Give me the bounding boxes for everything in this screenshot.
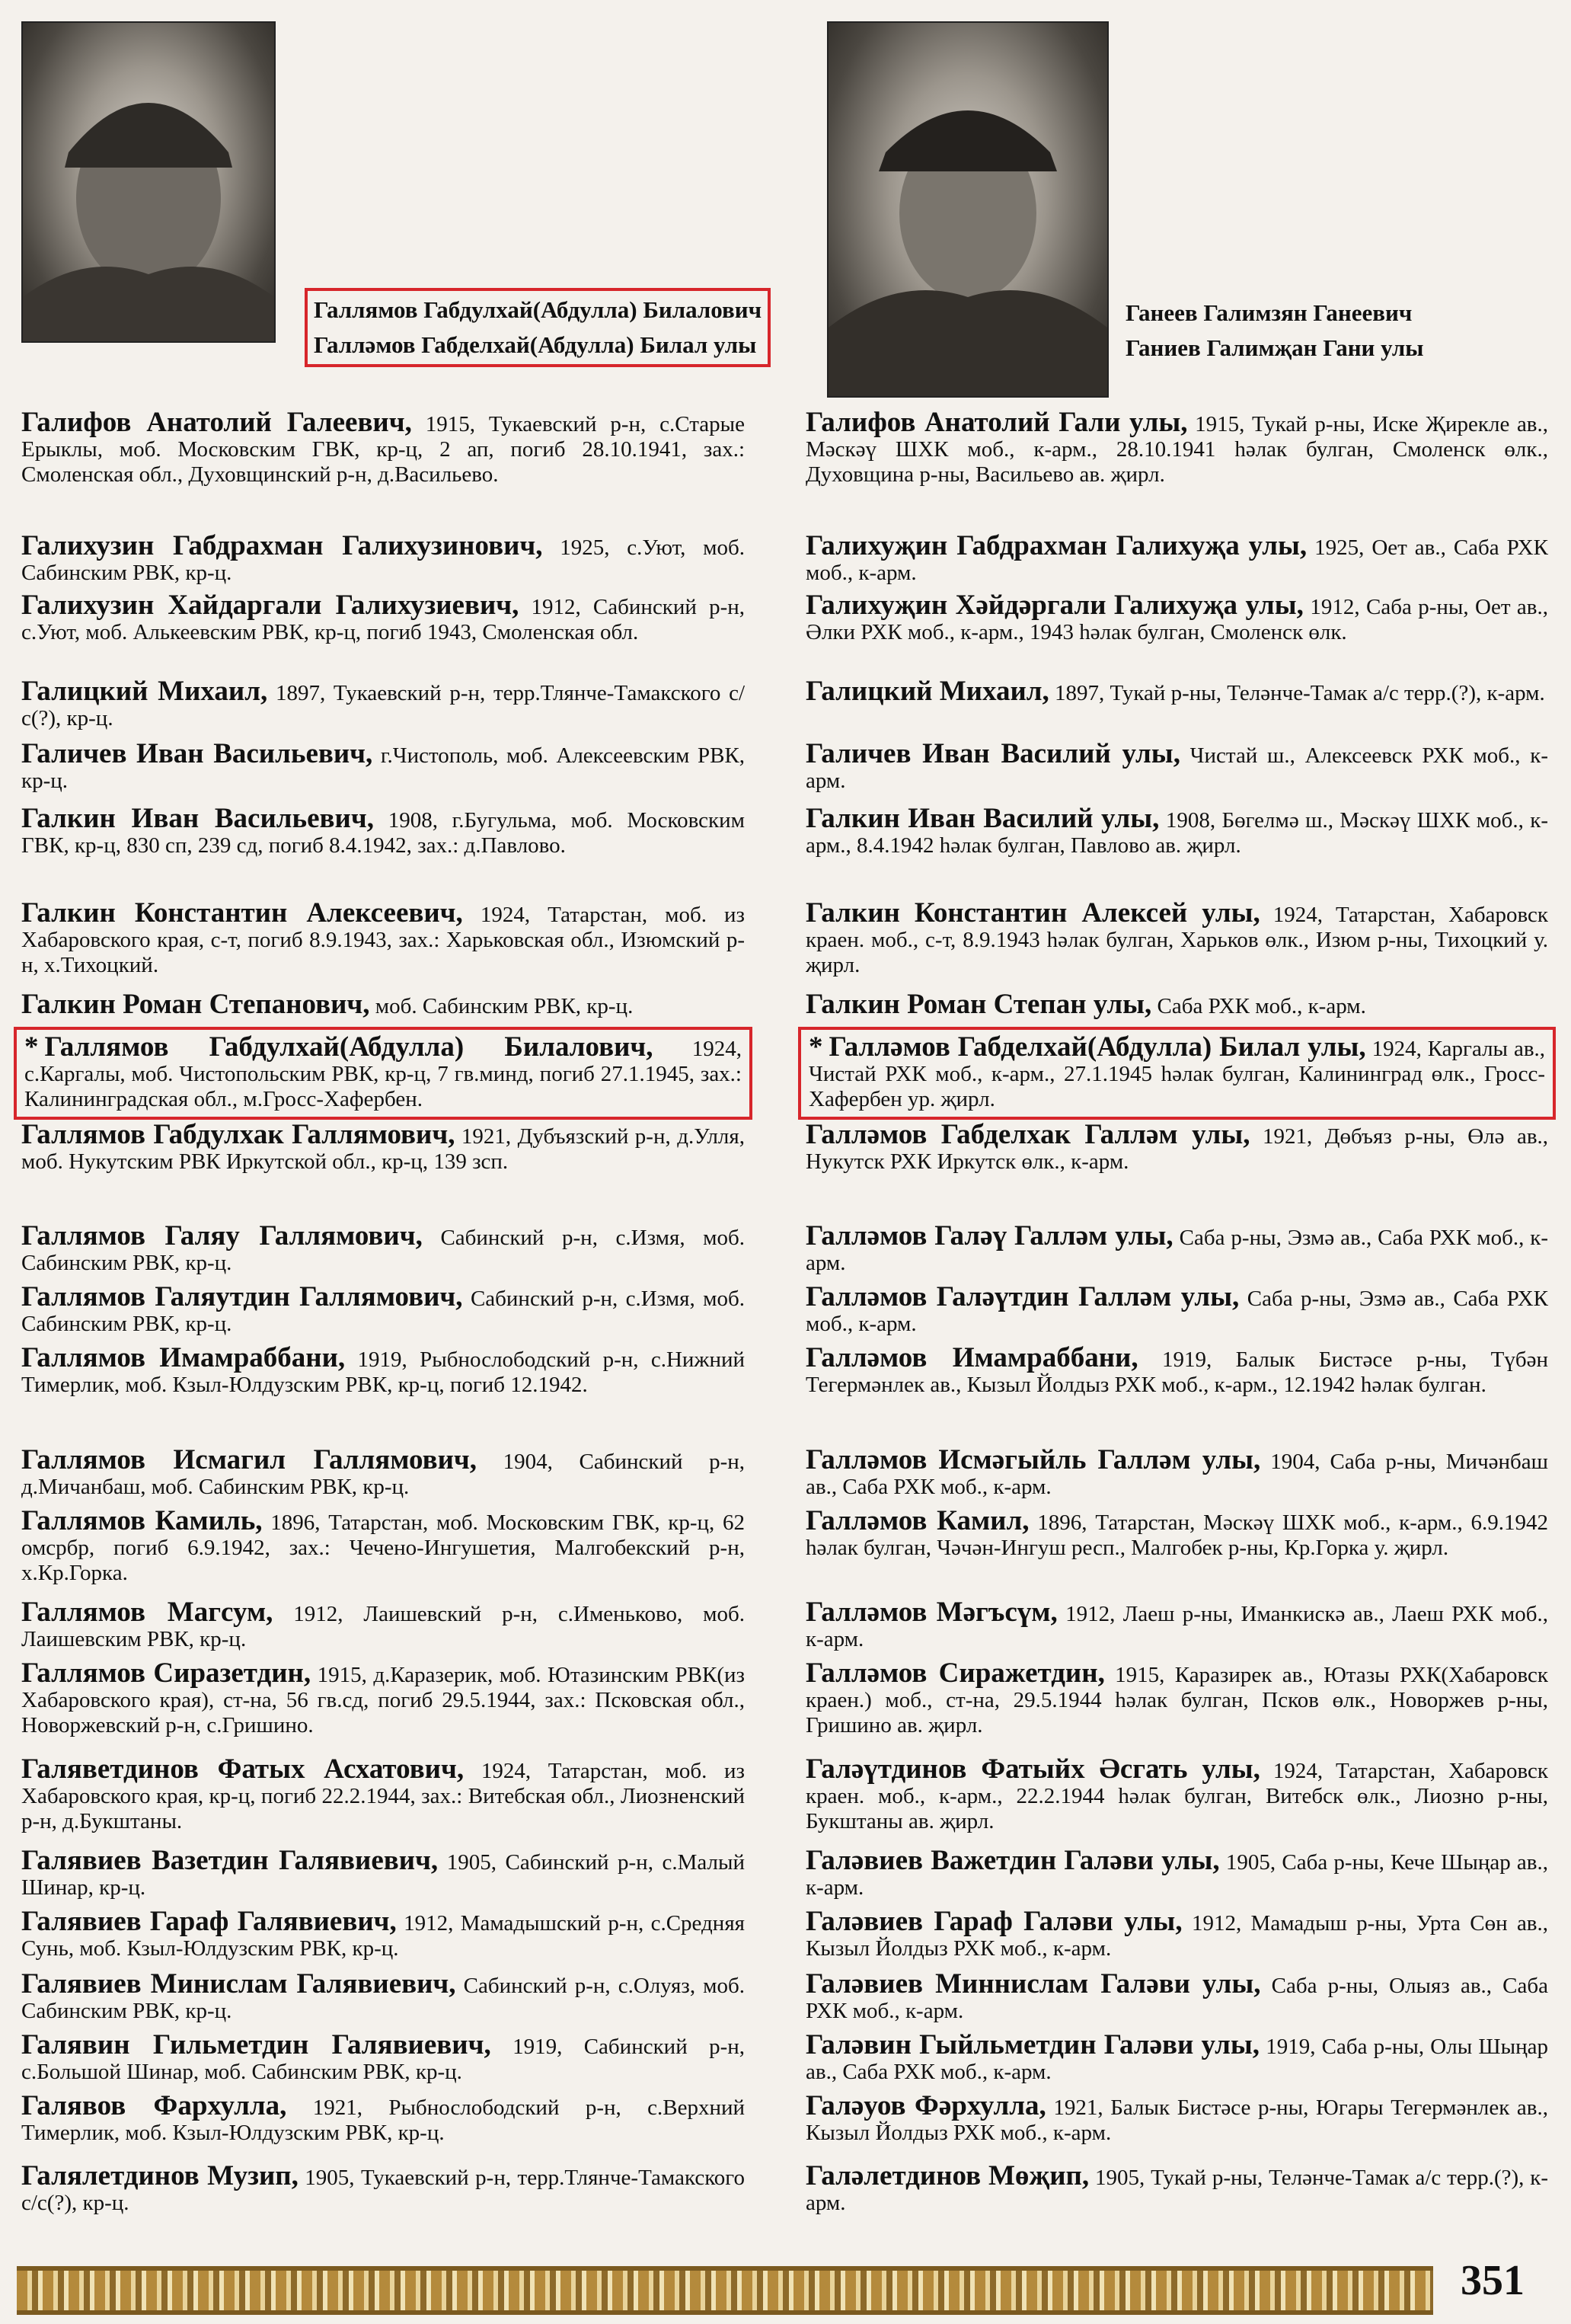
list-item: Галлямов Галяутдин Галлямович, Сабинский р-н, с.Измя, моб. Сабинским РВК, кр-ц. bbox=[21, 1281, 745, 1336]
list-item: Галихуҗин Хәйдәргали Галихуҗа улы, 1912, Саба р-ны, Оет ав., Әлки РХК моб., к-арм., 1943 һәлак булган, Смоленск өлк. bbox=[806, 590, 1548, 644]
list-item: Галкин Роман Степан улы, Саба РХК моб., к-арм. bbox=[806, 989, 1366, 1020]
list-item: Галялетдинов Музип, 1905, Тукаевский р-н, терр.Тлянче-Тамакского с/с(?), кр-ц. bbox=[21, 2160, 745, 2215]
list-item: Галлямов Имамраббани, 1919, Рыбнослободский р-н, с.Нижний Тимерлик, моб. Кзыл-Юлдузским РВК, кр-ц, погиб 12.1942. bbox=[21, 1342, 746, 1397]
list-item: Галявиев Гараф Галявиевич, 1912, Мамадышский р-н, с.Средняя Сунь, моб. Кзыл-Юлдузским РВК, кр-ц. bbox=[21, 1906, 745, 1961]
list-item: Галифов Анатолий Гали улы, 1915, Тукай р-ны, Иске Җирекле ав., Мәскәү ШХК моб., к-арм., 28.10.1941 һәлак булган, Смоленск өлк., Духовщина р-ны, Васильево ав. җирл. bbox=[806, 407, 1549, 487]
list-item: Галәвиев Важетдин Галәви улы, 1905, Саба р-ны, Кече Шыңар ав., к-арм. bbox=[806, 1845, 1548, 1900]
photo-2-caption-tt: Ганиев Галимҗан Гани улы bbox=[1126, 334, 1424, 361]
portrait-photo-2 bbox=[827, 21, 1109, 398]
list-item: Галлямов Камиль, 1896, Татарстан, моб. Московским ГВК, кр-ц, 62 омсрбр, погиб 6.9.1942, зах.: Чечено-Ингушетия, Малгобекский р-н, х.Кр.Горка. bbox=[21, 1505, 745, 1585]
portrait-silhouette-icon bbox=[23, 23, 274, 341]
list-item: Галявиев Минислам Галявиевич, Сабинский р-н, с.Олуяз, моб. Сабинским РВК, кр-ц. bbox=[21, 1968, 746, 2023]
list-item: Галлямов Магсум, 1912, Лаишевский р-н, с.Именьково, моб. Лаишевским РВК, кр-ц. bbox=[21, 1597, 745, 1651]
photo-2-caption bbox=[1126, 296, 1424, 366]
list-item: Галәвин Гыйльметдин Галәви улы, 1919, Саба р-ны, Олы Шыңар ав., Саба РХК моб., к-арм. bbox=[806, 2029, 1549, 2084]
list-item: Галкин Роман Степанович, моб. Сабинским РВК, кр-ц. bbox=[21, 989, 634, 1020]
highlighted-list-item: * Галләмов Габделхай(Абдулла) Билал улы, 1924, Каргалы ав., Чистай РХК моб., к-арм., 27.1.1945 һәлак булган, Калининград өлк., Гросс-Хафербен ур. җирл. bbox=[798, 1027, 1556, 1120]
list-item: Галләмов Исмәгыйль Галләм улы, 1904, Саба р-ны, Мичәнбаш ав., Саба РХК моб., к-арм. bbox=[806, 1444, 1549, 1499]
list-item: Галичев Иван Василий улы, Чистай ш., Алексеевск РХК моб., к-арм. bbox=[806, 738, 1549, 793]
list-item: Галәүтдинов Фатыйх Әсгать улы, 1924, Татарстан, Хабаровск краен. моб., к-арм., 22.2.1944 һәлак булган, Витебск өлк., Лиозно р-ны, Букштаны ав. җирл. bbox=[806, 1753, 1549, 1833]
list-item: Галкин Константин Алексеевич, 1924, Татарстан, моб. из Хабаровского края, с-т, погиб 8.9.1943, зах.: Харьковская обл., Изюмский р-н, х.Тихоцкий. bbox=[21, 897, 746, 977]
list-item: Галкин Константин Алексей улы, 1924, Татарстан, Хабаровск краен. моб., с-т, 8.9.1943 һәлак булган, Харьков өлк., Изюм р-ны, Тихоцкий у. җирл. bbox=[806, 897, 1548, 977]
list-item: Галәуов Фәрхулла, 1921, Балык Бистәсе р-ны, Югары Тегермәнлек ав., Кызыл Йолдыз РХК моб., к-арм. bbox=[806, 2090, 1548, 2145]
decorative-ornament-border bbox=[17, 2266, 1433, 2315]
list-item: Галлямов Сиразетдин, 1915, д.Каразерик, моб. Ютазинским РВК(из Хабаровского края), ст-на, 56 гв.сд, погиб 29.5.1944, зах.: Псковская обл., Новоржевский р-н, с.Гришино. bbox=[21, 1657, 746, 1737]
list-item: Галявов Фархулла, 1921, Рыбнослободский р-н, с.Верхний Тимерлик, моб. Кзыл-Юлдузским РВК, кр-ц. bbox=[21, 2090, 746, 2145]
list-item: Галихузин Габдрахман Галихузинович, 1925, с.Уют, моб. Сабинским РВК, кр-ц. bbox=[21, 530, 745, 585]
list-item: Галихузин Хайдаргали Галихузиевич, 1912, Сабинский р-н, с.Уют, моб. Алькеевским РВК, кр-ц, погиб 1943, Смоленская обл. bbox=[21, 590, 746, 644]
photo-1-caption bbox=[305, 288, 771, 367]
list-item: Галицкий Михаил, 1897, Тукай р-ны, Теләнче-Тамак а/с терр.(?), к-арм. bbox=[806, 676, 1545, 707]
list-item: Галихуҗин Габдрахман Галихуҗа улы, 1925, Оет ав., Саба РХК моб., к-арм. bbox=[806, 530, 1548, 585]
page-number: 351 bbox=[1461, 2257, 1525, 2304]
list-item: Галифов Анатолий Галеевич, 1915, Тукаевский р-н, с.Старые Ерыклы, моб. Московским ГВК, кр-ц, 2 ап, погиб 28.10.1941, зах.: Смоленская обл., Духовщинский р-н, д.Васильево. bbox=[21, 407, 745, 487]
list-item: Галәлетдинов Мөҗип, 1905, Тукай р-ны, Теләнче-Тамак а/с терр.(?), к-арм. bbox=[806, 2160, 1549, 2215]
list-item: Галлямов Габдулхак Галлямович, 1921, Дубъязский р-н, д.Улля, моб. Нукутским РВК Иркутской обл., кр-ц, 139 зсп. bbox=[21, 1119, 745, 1174]
photo-1-caption-tt: Галләмов Габделхай(Абдулла) Билал улы bbox=[314, 331, 757, 358]
list-item: Галяветдинов Фатых Асхатович, 1924, Татарстан, моб. из Хабаровского края, кр-ц, погиб 22.2.1944, зах.: Витебская обл., Лиозненский р-н, д.Букштаны. bbox=[21, 1753, 746, 1833]
photo-2-caption-ru: Ганеев Галимзян Ганеевич bbox=[1126, 299, 1413, 326]
list-item: Галлямов Исмагил Галлямович, 1904, Сабинский р-н, д.Мичанбаш, моб. Сабинским РВК, кр-ц. bbox=[21, 1444, 746, 1499]
list-item: Галәвиев Гараф Галәви улы, 1912, Мамадыш р-ны, Урта Сөн ав., Кызыл Йолдыз РХК моб., к-арм. bbox=[806, 1906, 1549, 1961]
list-item: Галкин Иван Васильевич, 1908, г.Бугульма, моб. Московским ГВК, кр-ц, 830 сп, 239 сд, погиб 8.4.1942, зах.: д.Павлово. bbox=[21, 803, 745, 858]
portrait-photo-1 bbox=[21, 21, 276, 343]
list-item: Галләмов Галәүтдин Галләм улы, Саба р-ны, Эзмә ав., Саба РХК моб., к-арм. bbox=[806, 1281, 1548, 1336]
list-item: Галицкий Михаил, 1897, Тукаевский р-н, терр.Тлянче-Тамакского с/с(?), кр-ц. bbox=[21, 676, 746, 730]
list-item: Галлямов Галяу Галлямович, Сабинский р-н, с.Измя, моб. Сабинским РВК, кр-ц. bbox=[21, 1220, 746, 1275]
list-item: Галләмов Галәү Галләм улы, Саба р-ны, Эзмә ав., Саба РХК моб., к-арм. bbox=[806, 1220, 1549, 1275]
list-item: Галәвиев Миннислам Галәви улы, Саба р-ны, Олыяз ав., Саба РХК моб., к-арм. bbox=[806, 1968, 1548, 2023]
list-item: Галявин Гильметдин Галявиевич, 1919, Сабинский р-н, с.Большой Шинар, моб. Сабинским РВК, кр-ц. bbox=[21, 2029, 746, 2084]
photo-1-caption-ru: Галлямов Габдулхай(Абдулла) Билалович bbox=[314, 296, 762, 323]
portrait-silhouette-icon bbox=[829, 23, 1107, 396]
list-item: Галичев Иван Васильевич, г.Чистополь, моб. Алексеевским РВК, кр-ц. bbox=[21, 738, 746, 793]
list-item: Галләмов Мәгъсүм, 1912, Лаеш р-ны, Иманкискә ав., Лаеш РХК моб., к-арм. bbox=[806, 1597, 1549, 1651]
list-item: Галләмов Имамраббани, 1919, Балык Бистәсе р-ны, Түбән Тегермәнлек ав., Кызыл Йолдыз РХК моб., к-арм., 12.1942 һәлак булган. bbox=[806, 1342, 1549, 1397]
list-item: Галләмов Габделхак Галләм улы, 1921, Дөбъяз р-ны, Өлә ав., Нукутск РХК Иркутск өлк., к-арм. bbox=[806, 1119, 1549, 1174]
list-item: Галләмов Сиражетдин, 1915, Каразирек ав., Ютазы РХК(Хабаровск краен.) моб., ст-на, 29.5.1944 һәлак булган, Псков өлк., Новоржев р-ны, Гришино ав. җирл. bbox=[806, 1657, 1549, 1737]
list-item: Галкин Иван Василий улы, 1908, Бөгелмә ш., Мәскәү ШХК моб., к-арм., 8.4.1942 һәлак булган, Павлово ав. җирл. bbox=[806, 803, 1549, 858]
list-item: Галләмов Камил, 1896, Татарстан, Мәскәү ШХК моб., к-арм., 6.9.1942 һәлак булган, Чәчән-Ингуш респ., Малгобек р-ны, Кр.Горка у. җирл. bbox=[806, 1505, 1549, 1560]
highlighted-list-item: * Галлямов Габдулхай(Абдулла) Билалович, 1924, с.Каргалы, моб. Чистопольским РВК, кр-ц, 7 гв.минд, погиб 27.1.1945, зах.: Калининградская обл., м.Гросс-Хафербен. bbox=[14, 1027, 752, 1120]
list-item: Галявиев Вазетдин Галявиевич, 1905, Сабинский р-н, с.Малый Шинар, кр-ц. bbox=[21, 1845, 745, 1900]
